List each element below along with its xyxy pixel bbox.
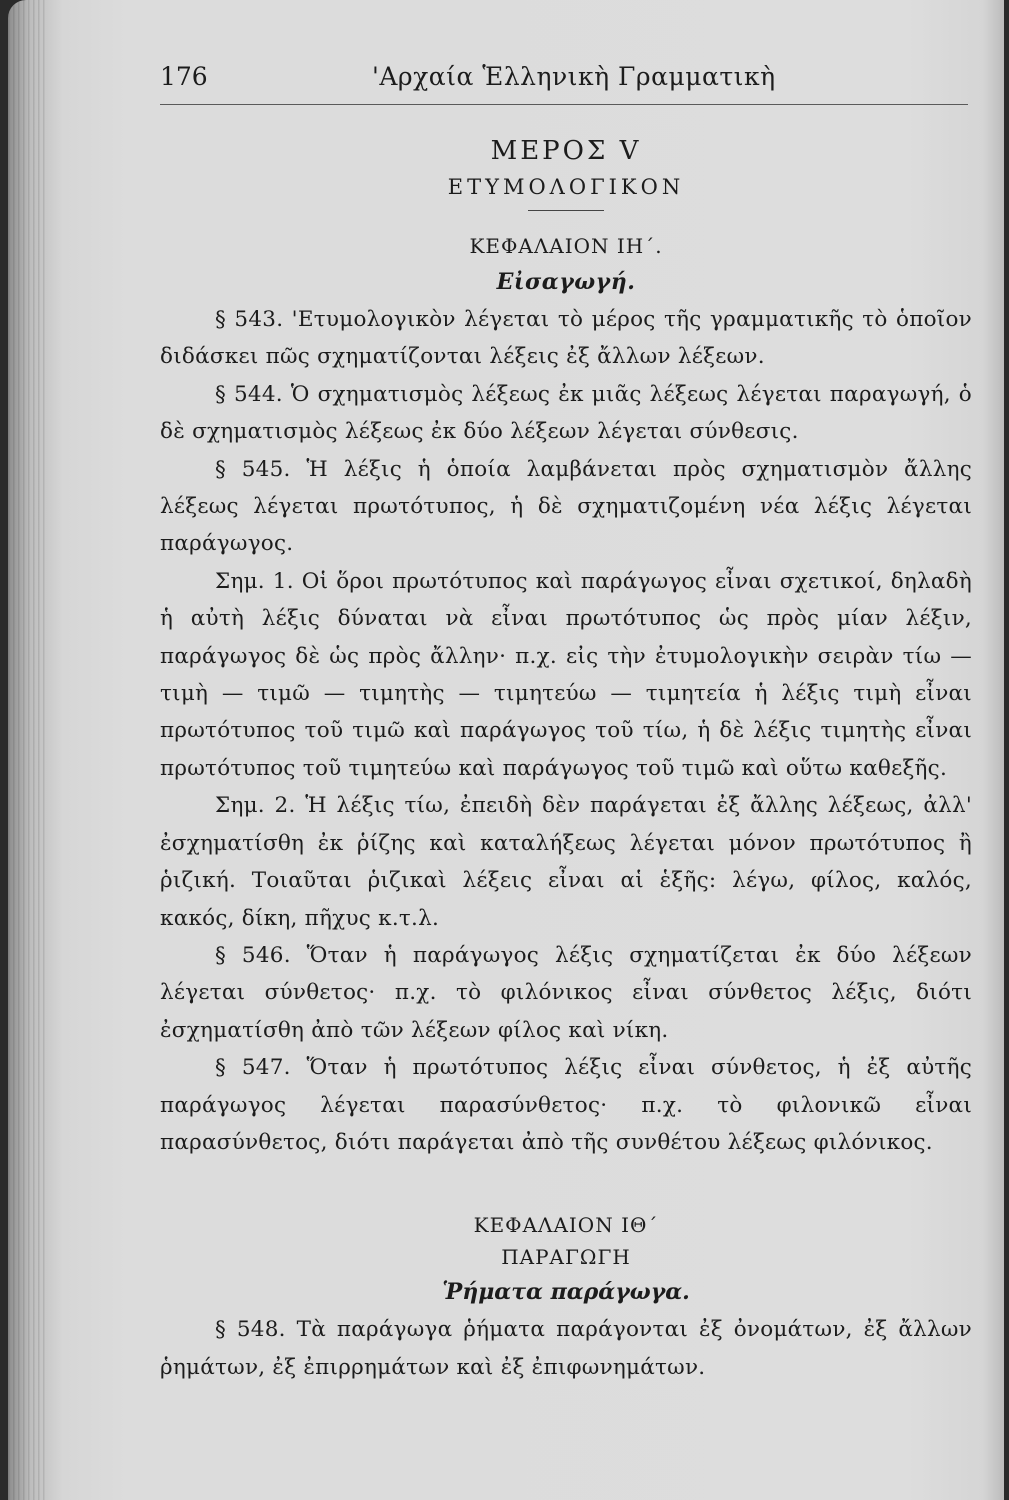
chapter-title: ΚΕΦΑΛΑΙΟΝ ΙΗ΄. bbox=[469, 234, 663, 258]
section-heading: Εἰσαγωγή. bbox=[496, 269, 636, 295]
page-body bbox=[160, 132, 972, 1386]
chapter-2-heading: Ῥήματα παράγωγα. bbox=[442, 1279, 690, 1306]
paragraph-545: § 545. Ἡ λέξις ἡ ὁποία λαμβάνεται πρὸς σχηματισμὸν ἄλλης λέξεως λέγεται πρωτότυπος, ἡ δὲ σχηματιζομένη νέα λέξις λέγεται παράγωγος. bbox=[160, 456, 972, 557]
paragraph-546: § 546. Ὅταν ἡ παράγωγος λέξις σχηματίζεται ἐκ δύο λέξεων λέγεται σύνθετος· π.χ. τὸ φιλόνικος εἶναι σύνθετος λέξις, διότι ἐσχηματίσθη ἀπὸ τῶν λέξεων φίλος καὶ νίκη. bbox=[160, 942, 972, 1043]
chapter-2-title: ΚΕΦΑΛΑΙΟΝ ΙΘ΄ bbox=[473, 1213, 659, 1238]
part-title: ΜΕΡΟΣ V bbox=[490, 136, 642, 166]
paragraph-548: § 548. Τὰ παράγωγα ῥήματα παράγονται ἐξ ὀνομάτων, ἐξ ἄλλων ῥημάτων, ἐξ ἐπιρρημάτων καὶ ἐξ ἐπιφωνημάτων. bbox=[160, 1317, 972, 1380]
page-edge-shadow bbox=[8, 0, 48, 1500]
header-rule bbox=[160, 104, 968, 105]
section-gap bbox=[160, 1161, 972, 1209]
ornament-rule bbox=[528, 210, 604, 211]
paragraph-547: § 547. Ὅταν ἡ πρωτότυπος λέξις εἶναι σύνθετος, ἡ ἐξ αὐτῆς παράγωγος λέγεται παρασύνθετος· π.χ. τὸ φιλονικῶ εἶναι παρασύνθετος, διότι παράγεται ἀπὸ τῆς συνθέτου λέξεως φιλόνικος. bbox=[160, 1055, 972, 1155]
page-number: 176 bbox=[160, 62, 208, 91]
chapter-2-subtitle: ΠΑΡΑΓΩΓΗ bbox=[501, 1245, 631, 1270]
running-title: 'Αρχαία Ἑλληνικὴ Γραμματικὴ bbox=[372, 62, 776, 91]
paragraph-543: § 543. 'Ετυμολογικὸν λέγεται τὸ μέρος τῆς γραμματικῆς τὸ ὁποῖον διδάσκει πῶς σχηματίζονται λέξεις ἐξ ἄλλων λέξεων. bbox=[160, 307, 972, 370]
note-2: Σημ. 2. Ἡ λέξις τίω, ἐπειδὴ δὲν παράγεται ἐξ ἄλλης λέξεως, ἀλλ' ἐσχηματίσθη ἐκ ῥίζης καὶ καταλήξεως λέγεται μόνον πρωτότυπος ἢ ῥιζική. Τοιαῦται ῥιζικαὶ λέξεις εἶναι αἱ ἑξῆς: λέγω, φίλος, καλός, κακός, δίκη, πῆχυς κ.τ.λ. bbox=[160, 793, 972, 931]
note-1: Σημ. 1. Οἱ ὅροι πρωτότυπος καὶ παράγωγος εἶναι σχετικοί, δηλαδὴ ἡ αὐτὴ λέξις δύναται νὰ εἶναι πρωτότυπος ὡς πρὸς μίαν λέξιν, παράγωγος δὲ ὡς πρὸς ἄλλην· π.χ. εἰς τὴν ἐτυμολογικὴν σειρὰν τίω — τιμὴ — τιμῶ — τιμητὴς — τιμητεύω — τιμητεία ἡ λέξις τιμὴ εἶναι πρωτότυπος τοῦ τιμῶ καὶ παράγωγος τοῦ τίω, ἡ δὲ λέξις τιμητὴς εἶναι πρωτότυπος τοῦ τιμητεύω καὶ παράγωγος τοῦ τιμῶ καὶ οὕτω καθεξῆς. bbox=[160, 568, 972, 781]
paragraph-544: § 544. Ὁ σχηματισμὸς λέξεως ἐκ μιᾶς λέξεως λέγεται παραγωγή, ὁ δὲ σχηματισμὸς λέξεως ἐκ δύο λέξεων λέγεται σύνθεσις. bbox=[160, 381, 972, 445]
part-subtitle: ΕΤΥΜΟΛΟΓΙΚΟΝ bbox=[447, 175, 685, 199]
running-header bbox=[160, 62, 968, 102]
